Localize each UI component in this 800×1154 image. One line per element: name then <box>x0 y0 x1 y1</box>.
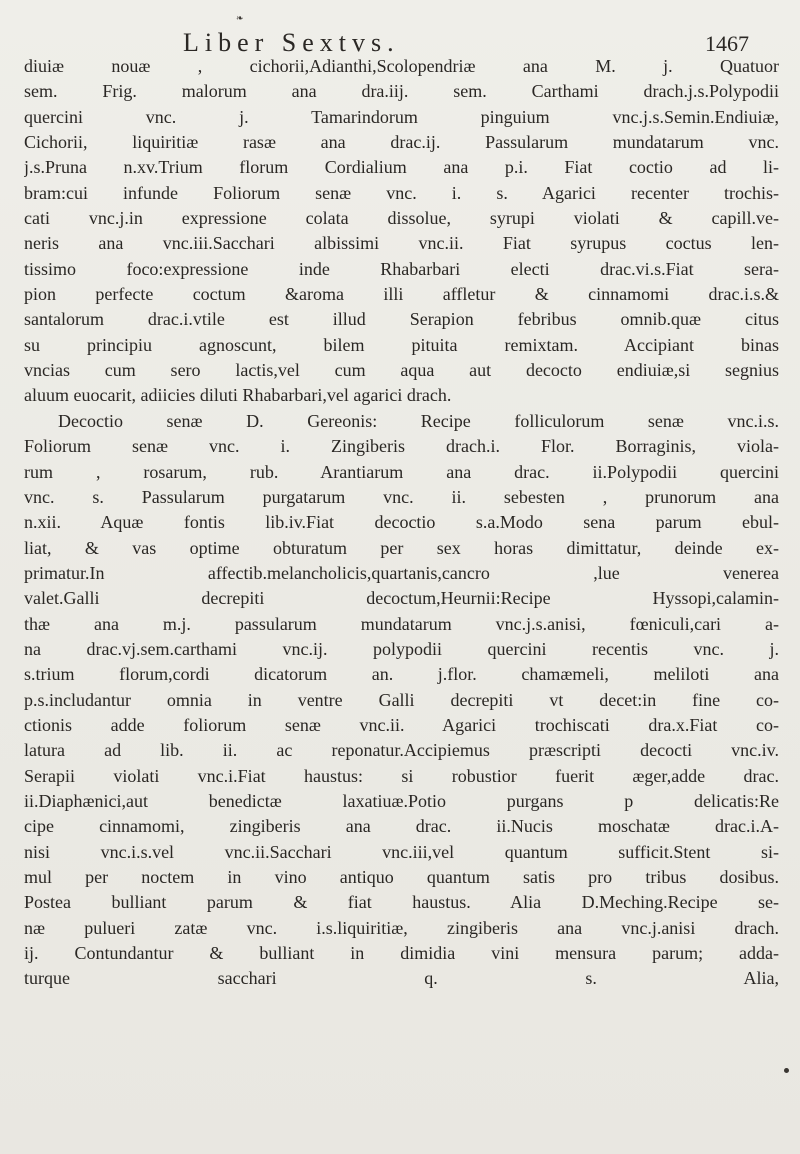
text-line: ctionis adde foliorum senæ vnc.ii. Agarici trochiscati dra.x.Fiat co- <box>24 714 779 735</box>
text-line: bram:cui infunde Foliorum senæ vnc. i. s. Agarici recenter trochis- <box>24 182 779 203</box>
text-line: n.xii. Aquæ fontis lib.iv.Fiat decoctio s.a.Modo sena parum ebul- <box>24 512 779 533</box>
text-line: cipe cinnamomi, zingiberis ana drac. ii.Nucis moschatæ drac.i.A- <box>24 816 779 837</box>
text-line: Cichorii, liquiritiæ rasæ ana drac.ij. Passularum mundatarum vnc. <box>24 132 779 153</box>
text-line: Serapii violati vnc.i.Fiat haustus: si robustior fuerit æger,adde drac. <box>24 765 779 786</box>
text-line: su principiu agnoscunt, bilem pituita remixtam. Accipiant binas <box>24 334 779 355</box>
text-line: aluum euocarit, adiicies diluti Rhabarbari,vel agarici drach. <box>24 385 452 406</box>
text-line: santalorum drac.i.vtile est illud Serapion febribus omnib.quæ citus <box>24 309 779 330</box>
margin-ink-dot <box>784 1068 789 1073</box>
text-line: p.s.includantur omnia in ventre Galli decrepiti vt decet:in fine co- <box>24 689 779 710</box>
header-ornament: ❧ <box>236 14 244 24</box>
text-line: Foliorum senæ vnc. i. Zingiberis drach.i. Flor. Borraginis, viola- <box>24 436 779 457</box>
text-line: valet.Galli decrepiti decoctum,Heurnii:Recipe Hyssopi,calamin- <box>24 588 779 609</box>
text-line: na drac.vj.sem.carthami vnc.ij. polypodii quercini recentis vnc. j. <box>24 638 779 659</box>
text-line: rum , rosarum, rub. Arantiarum ana drac. ii.Polypodii quercini <box>24 461 779 482</box>
running-title: Liber Sextvs. <box>183 28 400 57</box>
text-line: vnc. s. Passularum purgatarum vnc. ii. sebesten , prunorum ana <box>24 486 779 507</box>
text-line: s.trium florum,cordi dicatorum an. j.flor. chamæmeli, meliloti ana <box>24 664 779 685</box>
text-line: sem. Frig. malorum ana dra.iij. sem. Carthami drach.j.s.Polypodii <box>24 81 779 102</box>
text-line: ii.Diaphænici,aut benedictæ laxatiuæ.Potio purgans p delicatis:Re <box>24 790 779 811</box>
text-line: j.s.Pruna n.xv.Trium florum Cordialium ana p.i. Fiat coctio ad li- <box>24 157 779 178</box>
page-number: 1467 <box>705 31 749 56</box>
text-line: primatur.In affectib.melancholicis,quartanis,cancro ,lue venerea <box>24 562 779 583</box>
text-line: neris ana vnc.iii.Sacchari albissimi vnc.ii. Fiat syrupus coctus len- <box>24 233 779 254</box>
text-line: liat, & vas optime obturatum per sex horas dimittatur, deinde ex- <box>24 537 779 558</box>
text-line: Postea bulliant parum & fiat haustus. Alia D.Meching.Recipe se- <box>24 892 779 913</box>
text-line: thæ ana m.j. passularum mundatarum vnc.j.s.anisi, fœniculi,cari a- <box>24 613 779 634</box>
text-line: næ pulueri zatæ vnc. i.s.liquiritiæ, zingiberis ana vnc.j.anisi drach. <box>24 917 779 938</box>
text-line: mul per noctem in vino antiquo quantum satis pro tribus dosibus. <box>24 867 779 887</box>
page-header <box>0 14 800 57</box>
text-line: diuiæ nouæ , cichorii,Adianthi,Scolopendriæ ana M. j. Quatuor <box>24 56 779 76</box>
text-line: vncias cum sero lactis,vel cum aqua aut decocto endiuiæ,si segnius <box>24 360 779 381</box>
body-text <box>24 54 779 992</box>
text-line: tissimo foco:expressione inde Rhabarbari electi drac.vi.s.Fiat sera- <box>24 258 779 279</box>
text-line: turque sacchari q. s. Alia, <box>24 968 779 989</box>
text-line: nisi vnc.i.s.vel vnc.ii.Sacchari vnc.iii,vel quantum sufficit.Stent si- <box>24 841 779 862</box>
text-line: latura ad lib. ii. ac reponatur.Accipiemus præscripti decocti vnc.iv. <box>24 740 779 761</box>
text-line: ij. Contundantur & bulliant in dimidia vini mensura parum; adda- <box>24 943 779 964</box>
text-line: cati vnc.j.in expressione colata dissolue, syrupi violati & capill.ve- <box>24 208 779 229</box>
text-line: Decoctio senæ D. Gereonis: Recipe folliculorum senæ vnc.i.s. <box>58 410 779 431</box>
text-line: pion perfecte coctum &aroma illi affletur & cinnamomi drac.i.s.& <box>24 284 779 305</box>
text-line: quercini vnc. j. Tamarindorum pinguium vnc.j.s.Semin.Endiuiæ, <box>24 106 779 127</box>
